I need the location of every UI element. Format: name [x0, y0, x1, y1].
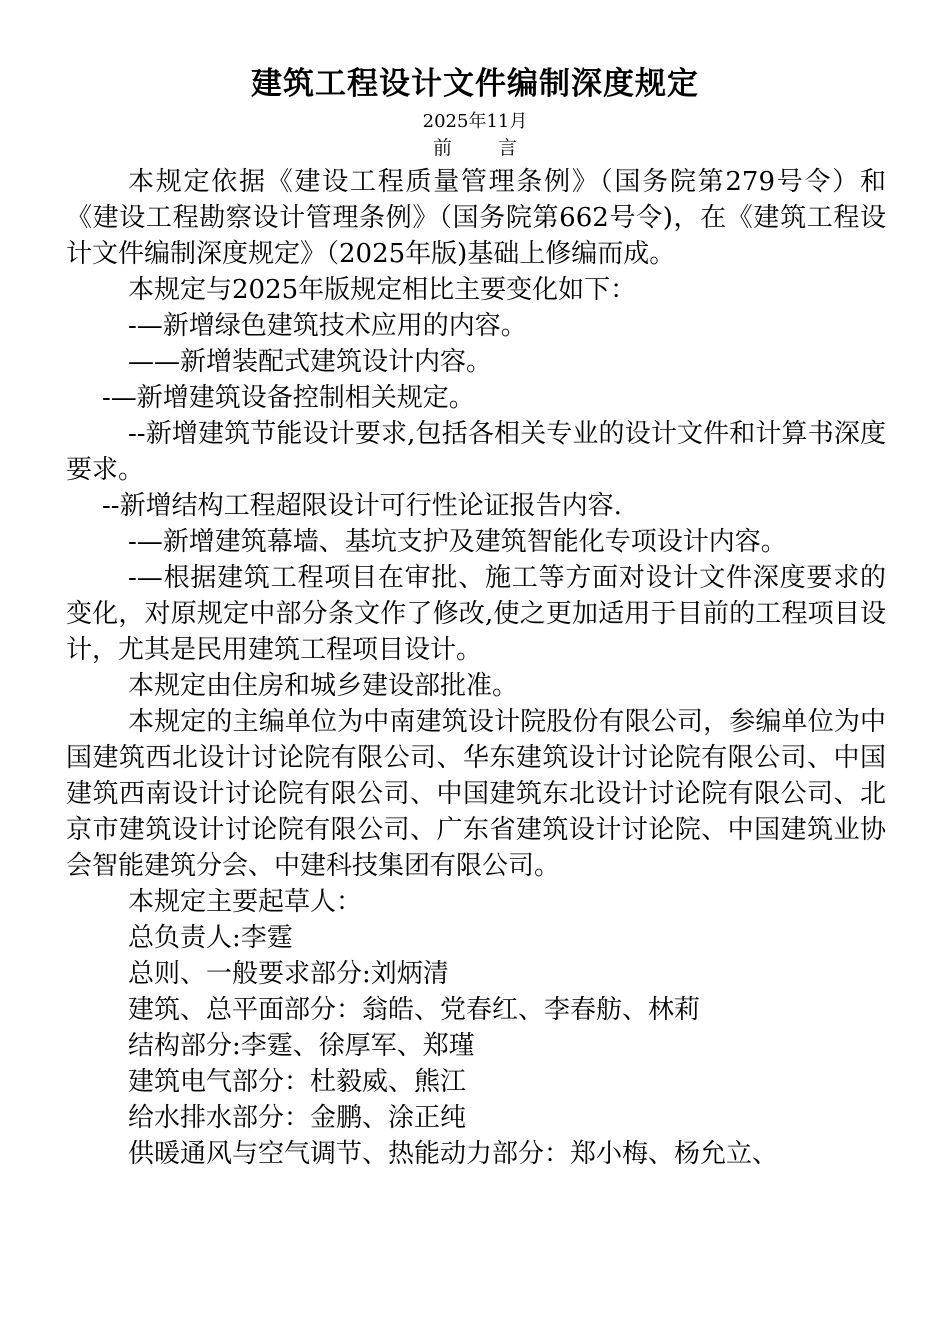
drafter-line: 供暖通风与空气调节、热能动力部分：郑小梅、杨允立、 — [128, 1139, 779, 1169]
change-item-prefab: ——新增装配式建筑设计内容。 — [128, 347, 493, 377]
change-item-revisions: -—根据建筑工程项目在审批、施工等方面对设计文件深度要求的变化，对原规定中部分条文作了修改,使之更加适用于目前的工程项目设计，尤其是民用建筑工程项目设计。 — [66, 563, 886, 665]
document-title: 建筑工程设计文件编制深度规定 — [251, 66, 699, 102]
document-date: 2025年11月 — [422, 111, 528, 132]
drafter-line: 总负责人:李霆 — [128, 923, 293, 953]
paragraph-changes-intro: 本规定与2025年版规定相比主要变化如下： — [128, 275, 637, 305]
document-body — [66, 164, 886, 1172]
paragraph-basis: 本规定依据《建设工程质量管理条例》（国务院第279号令）和《建设工程勘察设计管理条例》（国务院第662号令)，在《建筑工程设计文件编制深度规定》（2025年版)基础上修编而成。 — [66, 167, 886, 269]
drafter-line: 建筑、总平面部分：翁皓、党春红、李春舫、林莉 — [128, 995, 701, 1025]
change-item-green-building: -—新增绿色建筑技术应用的内容。 — [128, 311, 527, 341]
paragraph-editors: 本规定的主编单位为中南建筑设计院股份有限公司，参编单位为中国建筑西北设计讨论院有限公司、华东建筑设计讨论院有限公司、中国建筑西南设计讨论院有限公司、中国建筑东北设计讨论院有限公司、北京市建筑设计讨论院有限公司、广东省建筑设计讨论院、中国建筑业协会智能建筑分会、中建科技集团有限公司。 — [66, 707, 886, 881]
change-item-structural-limit: --新增结构工程超限设计可行性论证报告内容. — [102, 491, 622, 521]
change-item-energy-saving: --新增建筑节能设计要求,包括各相关专业的设计文件和计算书深度要求。 — [66, 419, 886, 485]
drafter-line: 结构部分:李霆、徐厚军、郑瑾 — [128, 1031, 475, 1061]
paragraph-approval: 本规定由住房和城乡建设部批准。 — [128, 671, 519, 701]
drafter-line: 总则、一般要求部分:刘炳清 — [128, 959, 449, 989]
change-item-curtain-wall: -—新增建筑幕墙、基坑支护及建筑智能化专项设计内容。 — [128, 527, 787, 557]
drafter-line: 建筑电气部分：杜毅威、熊江 — [128, 1067, 467, 1097]
change-item-equipment-control: -—新增建筑设备控制相关规定。 — [102, 383, 475, 413]
drafter-line: 给水排水部分：金鹏、涂正纯 — [128, 1103, 467, 1133]
preface-heading: 前 言 — [432, 137, 538, 159]
paragraph-drafters-intro: 本规定主要起草人： — [128, 887, 363, 917]
